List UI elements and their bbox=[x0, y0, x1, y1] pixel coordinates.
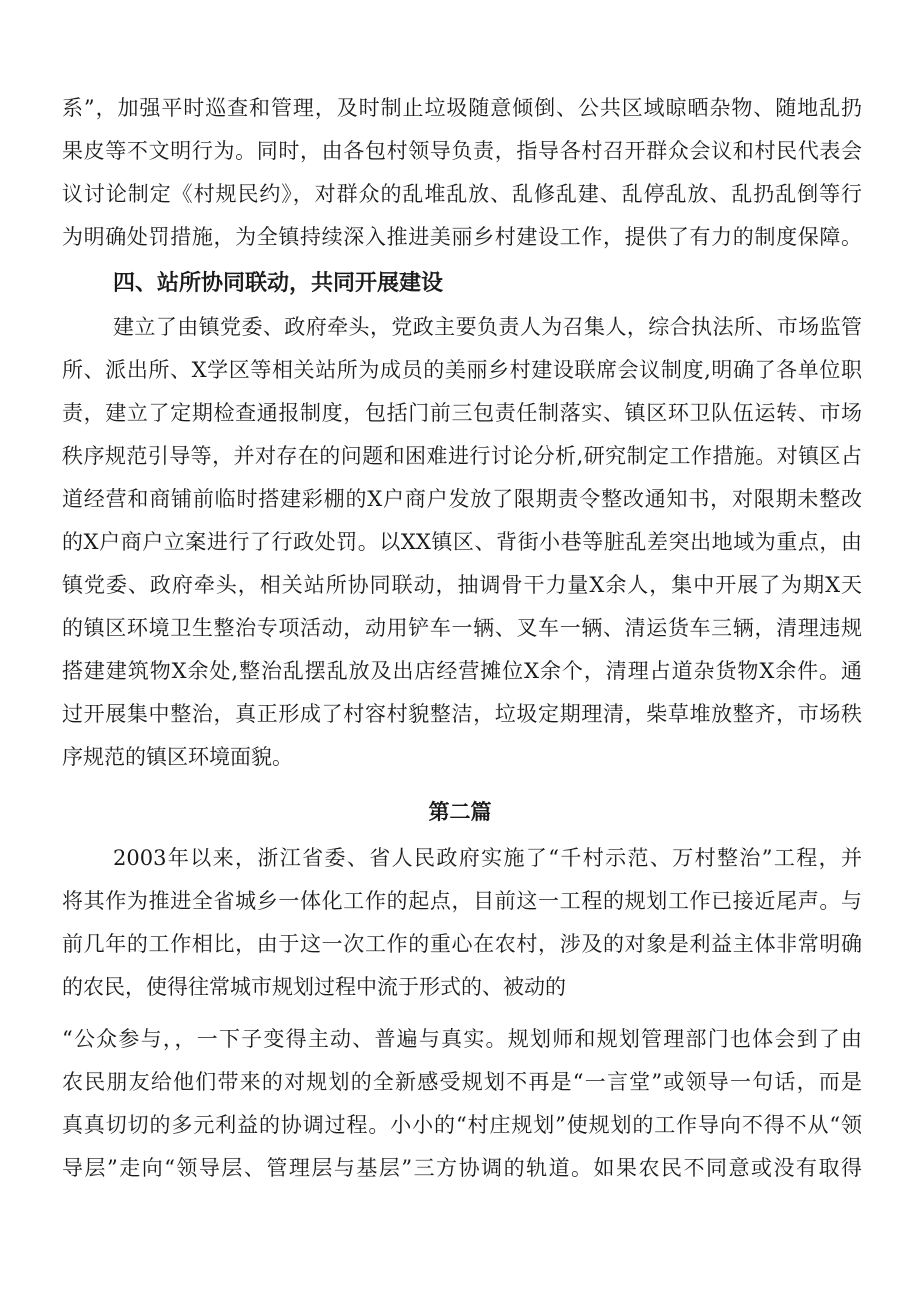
paragraph-line: 所、派出所、X学区等相关站所为成员的美丽乡村建设联席会议制度,明确了各单位职 bbox=[62, 358, 862, 382]
paragraph-line: 责，建立了定期检查通报制度，包括门前三包责任制落实、镇区环卫队伍运转、市场 bbox=[62, 401, 862, 425]
paragraph-line: 的X户商户立案进行了行政处罚。以XX镇区、背街小巷等脏乱差突出地域为重点，由 bbox=[62, 530, 862, 554]
paragraph-line: 议讨论制定《村规民约》，对群众的乱堆乱放、乱修乱建、乱停乱放、乱扔乱倒等行 bbox=[62, 182, 862, 206]
paragraph-line: 搭建建筑物X余处,整治乱摆乱放及出店经营摊位X余个，清理占道杂货物X余件。通 bbox=[62, 659, 862, 683]
paragraph-line: 的农民，使得往常城市规划过程中流于形式的、被动的 bbox=[62, 975, 566, 999]
paragraph-line: 2003年以来，浙江省委、省人民政府实施了“千村示范、万村整治”工程，并 bbox=[113, 846, 862, 870]
paragraph-line: 为明确处罚措施，为全镇持续深入推进美丽乡村建设工作，提供了有力的制度保障。 bbox=[62, 225, 862, 249]
paragraph-line: 建立了由镇党委、政府牵头，党政主要负责人为召集人，综合执法所、市场监管 bbox=[113, 315, 862, 339]
paragraph-line: 镇党委、政府牵头，相关站所协同联动，抽调骨干力量X余人，集中开展了为期X天 bbox=[62, 573, 862, 597]
paragraph-line: “公众参与，，一下子变得主动、普遍与真实。规划师和规划管理部门也体会到了由 bbox=[62, 1027, 862, 1051]
paragraph-line: 系”，加强平时巡查和管理，及时制止垃圾随意倾倒、公共区域晾晒杂物、随地乱扔 bbox=[62, 96, 862, 120]
paragraph-line: 秩序规范引导等，并对存在的问题和困难进行讨论分析,研究制定工作措施。对镇区占 bbox=[62, 444, 862, 468]
paragraph-line: 的镇区环境卫生整治专项活动，动用铲车一辆、叉车一辆、清运货车三辆，清理违规 bbox=[62, 616, 862, 640]
paragraph-line: 序规范的镇区环境面貌。 bbox=[62, 745, 293, 769]
paragraph-line: 前几年的工作相比，由于这一次工作的重心在农村，涉及的对象是利益主体非常明确 bbox=[62, 932, 862, 956]
paragraph-line: 道经营和商铺前临时搭建彩棚的X户商户发放了限期责令整改通知书，对限期未整改 bbox=[62, 487, 862, 511]
paragraph-line: 导层”走向“领导层、管理层与基层”三方协调的轨道。如果农民不同意或没有取得 bbox=[62, 1156, 862, 1180]
paragraph-line: 真真切切的多元利益的协调过程。小小的“村庄规划”使规划的工作导向不得不从“领 bbox=[62, 1113, 862, 1137]
paragraph-line: 将其作为推进全省城乡一体化工作的起点，目前这一工程的规划工作已接近尾声。与 bbox=[62, 889, 862, 913]
section-heading: 四、站所协同联动，共同开展建设 bbox=[113, 271, 444, 296]
part-title: 第二篇 bbox=[428, 800, 492, 824]
paragraph-line: 过开展集中整治，真正形成了村容村貌整洁，垃圾定期理清，柴草堆放整齐，市场秩 bbox=[62, 702, 862, 726]
paragraph-line: 农民朋友给他们带来的对规划的全新感受规划不再是“一言堂”或领导一句话，而是 bbox=[62, 1070, 862, 1094]
paragraph-line: 果皮等不文明行为。同时，由各包村领导负责，指导各村召开群众会议和村民代表会 bbox=[62, 139, 862, 163]
